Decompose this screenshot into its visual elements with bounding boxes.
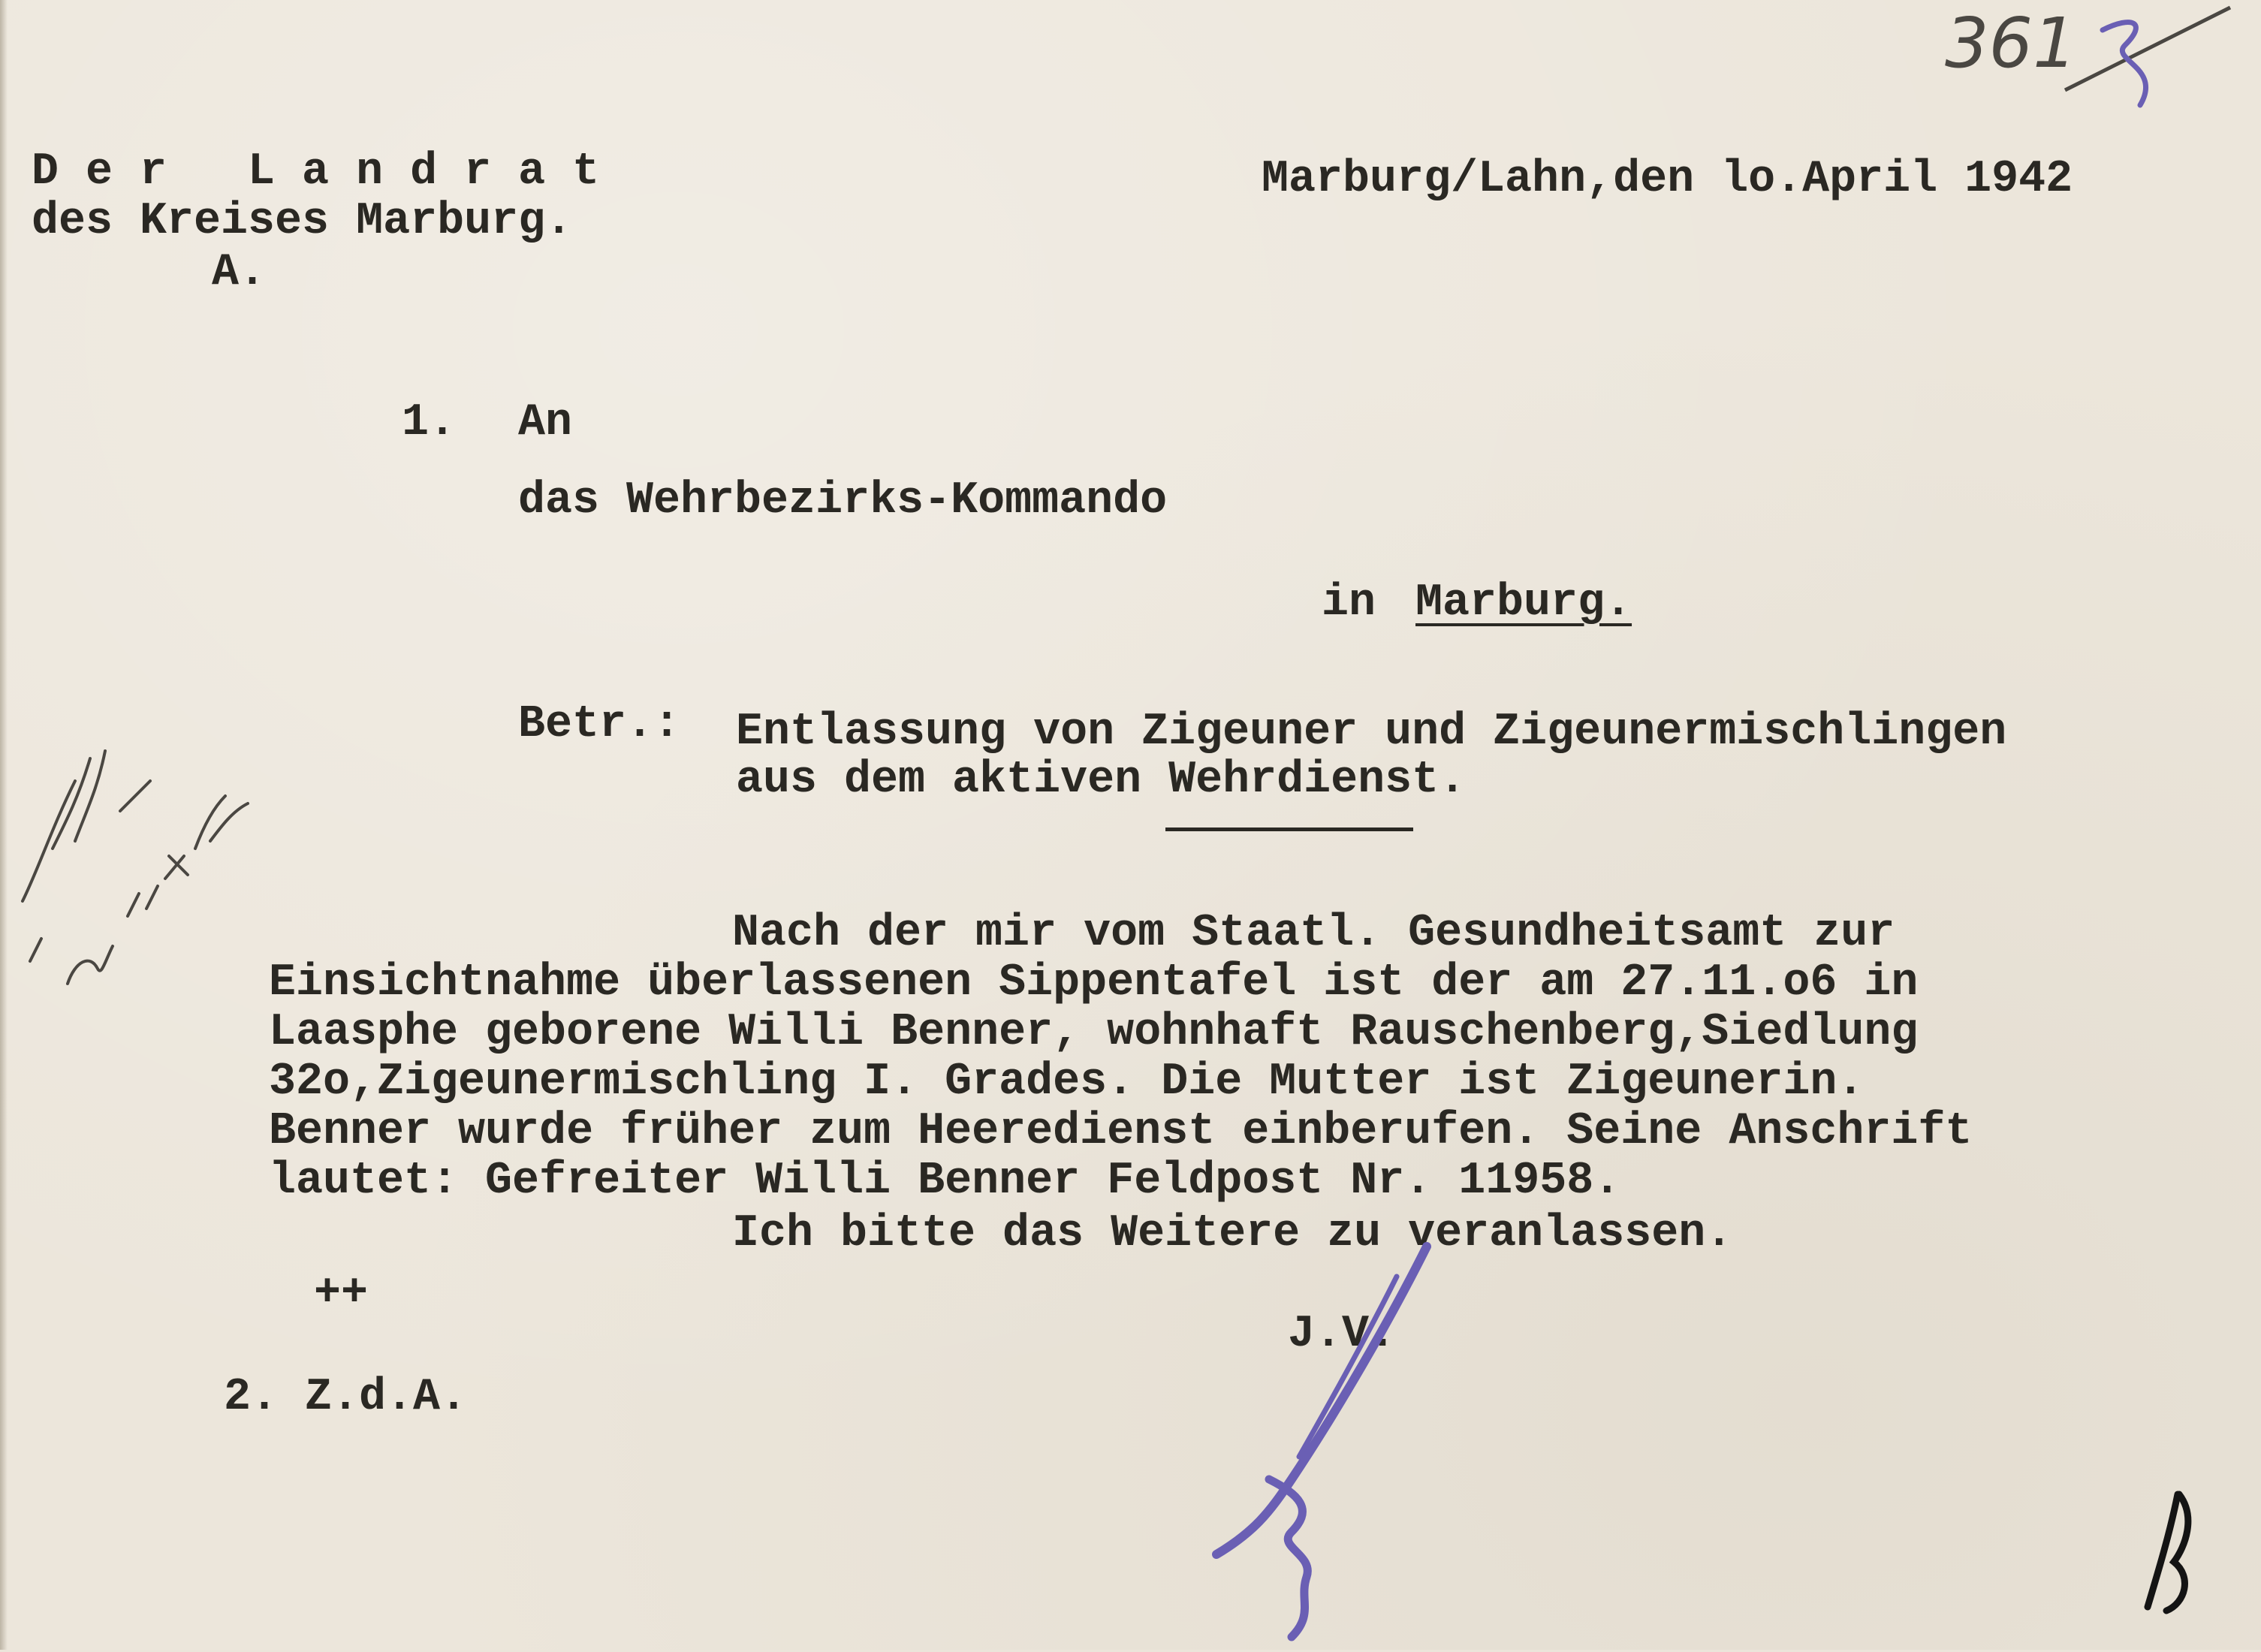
body-line-2: Einsichtnahme überlassenen Sippentafel ist der am 27.11.o6 in <box>269 957 1919 1008</box>
signature-block: J.V. <box>1288 1309 1397 1360</box>
sender-line-2: des Kreises Marburg. <box>32 196 573 247</box>
page-edge-shadow <box>0 0 8 1650</box>
subject-line-2: aus dem aktiven Wehrdienst. <box>736 755 1467 806</box>
subject-divider <box>1165 828 1413 831</box>
violet-signature-stroke <box>1201 1231 1442 1652</box>
item-2-zda: 2. Z.d.A. <box>224 1372 468 1423</box>
recipient-city-prefix: in <box>1322 577 1376 629</box>
archive-number-slash-mark <box>2050 0 2260 120</box>
sender-reference: A. <box>212 247 267 298</box>
recipient-city: Marburg. <box>1415 577 1632 629</box>
body-line-4: 32o,Zigeunermischling I. Grades. Die Mutter ist Zigeunerin. <box>269 1057 1865 1108</box>
subject-label: Betr.: <box>518 699 681 750</box>
footer-marks: ++ <box>314 1268 369 1319</box>
body-line-1: Nach der mir vom Staatl. Gesundheitsamt zur <box>732 908 1895 959</box>
sender-line-1: D e r L a n d r a t <box>32 146 600 197</box>
address-to: An <box>518 397 573 448</box>
recipient: das Wehrbezirks-Kommando <box>518 475 1168 526</box>
body-line-3: Laasphe geborene Willi Benner, wohnhaft Rauschenberg,Siedlung <box>269 1007 1919 1058</box>
margin-handwritten-note <box>8 736 263 1006</box>
body-line-6: lautet: Gefreiter Willi Benner Feldpost Nr. 11958. <box>269 1156 1621 1207</box>
archive-number: 361 <box>1945 3 2077 83</box>
item-number-1: 1. <box>402 397 457 448</box>
place-and-date: Marburg/Lahn,den lo.April 1942 <box>1262 154 2073 205</box>
body-line-5: Benner wurde früher zum Heeredienst einberufen. Seine Anschrift <box>269 1106 1973 1157</box>
ink-initial-mark <box>2125 1472 2215 1637</box>
subject-line-1: Entlassung von Zigeuner und Zigeunermischlingen <box>736 707 2007 758</box>
closing-request: Ich bitte das Weitere zu veranlassen. <box>732 1208 1733 1259</box>
